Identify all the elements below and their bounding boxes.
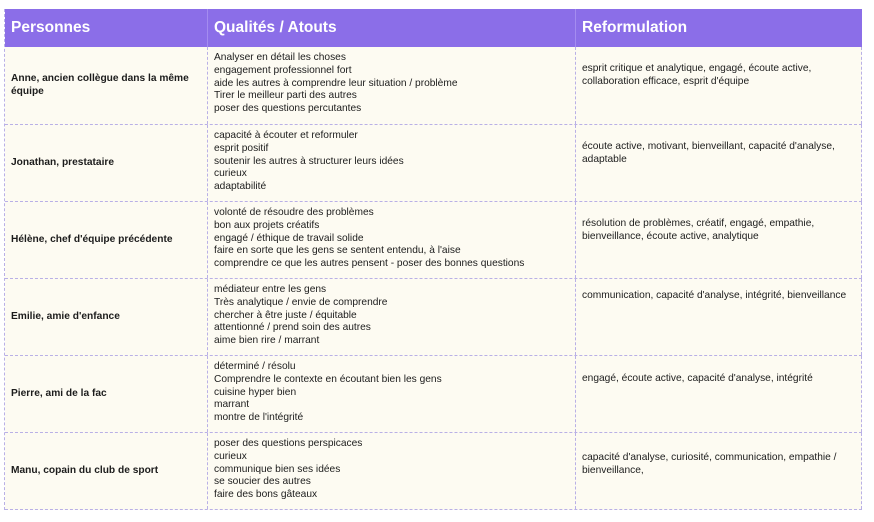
header-persons: Personnes xyxy=(5,9,208,47)
quality-item: curieux xyxy=(214,450,247,462)
quality-item: déterminé / résolu xyxy=(214,361,296,372)
quality-item: poser des questions perspicaces xyxy=(214,438,363,449)
reformulation-cell: communication, capacité d'analyse, intégrité, bienveillance xyxy=(576,279,862,355)
quality-item: attentionné / prend soin des autres xyxy=(214,322,371,334)
person-name: Jonathan, prestataire xyxy=(5,125,208,201)
quality-item: curieux xyxy=(214,168,247,180)
quality-item: cuisine hyper bien xyxy=(214,386,297,398)
reformulation-cell: engagé, écoute active, capacité d'analyse, intégrité xyxy=(576,356,862,432)
quality-item: esprit positif xyxy=(214,142,269,154)
quality-item: poser des questions percutantes xyxy=(214,103,362,115)
quality-item: communique bien ses idées xyxy=(214,463,341,475)
table-row xyxy=(5,433,862,510)
quality-item: marrant xyxy=(214,399,250,411)
quality-item: montre de l'intégrité xyxy=(214,412,304,424)
quality-item: comprendre ce que les autres pensent - poser des bonnes questions xyxy=(214,258,525,270)
quality-item: Tirer le meilleur parti des autres xyxy=(214,90,357,102)
table-row xyxy=(5,202,862,279)
table-row xyxy=(5,279,862,356)
person-name: Pierre, ami de la fac xyxy=(5,356,208,432)
quality-item: faire des bons gâteaux xyxy=(214,489,318,501)
quality-item: soutenir les autres à structurer leurs idées xyxy=(214,155,404,167)
quality-item: aide les autres à comprendre leur situation / problème xyxy=(214,77,458,89)
reformulation-cell: résolution de problèmes, créatif, engagé, empathie, bienveillance, écoute active, analytique xyxy=(576,202,862,278)
quality-item: volonté de résoudre des problèmes xyxy=(214,207,374,218)
header-reformulation: Reformulation xyxy=(582,19,688,36)
qualities-table xyxy=(4,9,862,510)
quality-item: aime bien rire / marrant xyxy=(214,335,320,347)
qualities-cell xyxy=(208,433,576,509)
quality-item: Analyser en détail les choses xyxy=(214,52,346,63)
person-name: Anne, ancien collègue dans la même équipe xyxy=(5,47,208,124)
quality-item: engagé / éthique de travail solide xyxy=(214,232,364,244)
table-row xyxy=(5,356,862,433)
qualities-cell xyxy=(208,47,576,124)
person-name: Manu, copain du club de sport xyxy=(5,433,208,509)
header-qualities: Qualités / Atouts xyxy=(208,9,576,47)
qualities-cell xyxy=(208,279,576,355)
quality-item: bon aux projets créatifs xyxy=(214,219,320,231)
table-header xyxy=(5,9,862,47)
reformulation-cell: esprit critique et analytique, engagé, écoute active, collaboration efficace, esprit d'équipe xyxy=(576,47,862,124)
quality-item: engagement professionnel fort xyxy=(214,64,352,76)
quality-item: capacité à écouter et reformuler xyxy=(214,130,358,141)
quality-item: chercher à être juste / équitable xyxy=(214,309,357,321)
person-name: Emilie, amie d'enfance xyxy=(5,279,208,355)
quality-item: adaptabilité xyxy=(214,181,267,193)
quality-item: Très analytique / envie de comprendre xyxy=(214,296,388,308)
reformulation-cell: écoute active, motivant, bienveillant, capacité d'analyse, adaptable xyxy=(576,125,862,201)
quality-item: faire en sorte que les gens se sentent entendu, à l'aise xyxy=(214,245,461,257)
qualities-cell xyxy=(208,356,576,432)
quality-item: médiateur entre les gens xyxy=(214,284,327,295)
table-row xyxy=(5,47,862,125)
qualities-cell xyxy=(208,202,576,278)
reformulation-cell: capacité d'analyse, curiosité, communication, empathie / bienveillance, xyxy=(576,433,862,509)
qualities-cell xyxy=(208,125,576,201)
table-row xyxy=(5,125,862,202)
quality-item: Comprendre le contexte en écoutant bien les gens xyxy=(214,373,442,385)
person-name: Hélène, chef d'équipe précédente xyxy=(5,202,208,278)
quality-item: se soucier des autres xyxy=(214,476,311,488)
